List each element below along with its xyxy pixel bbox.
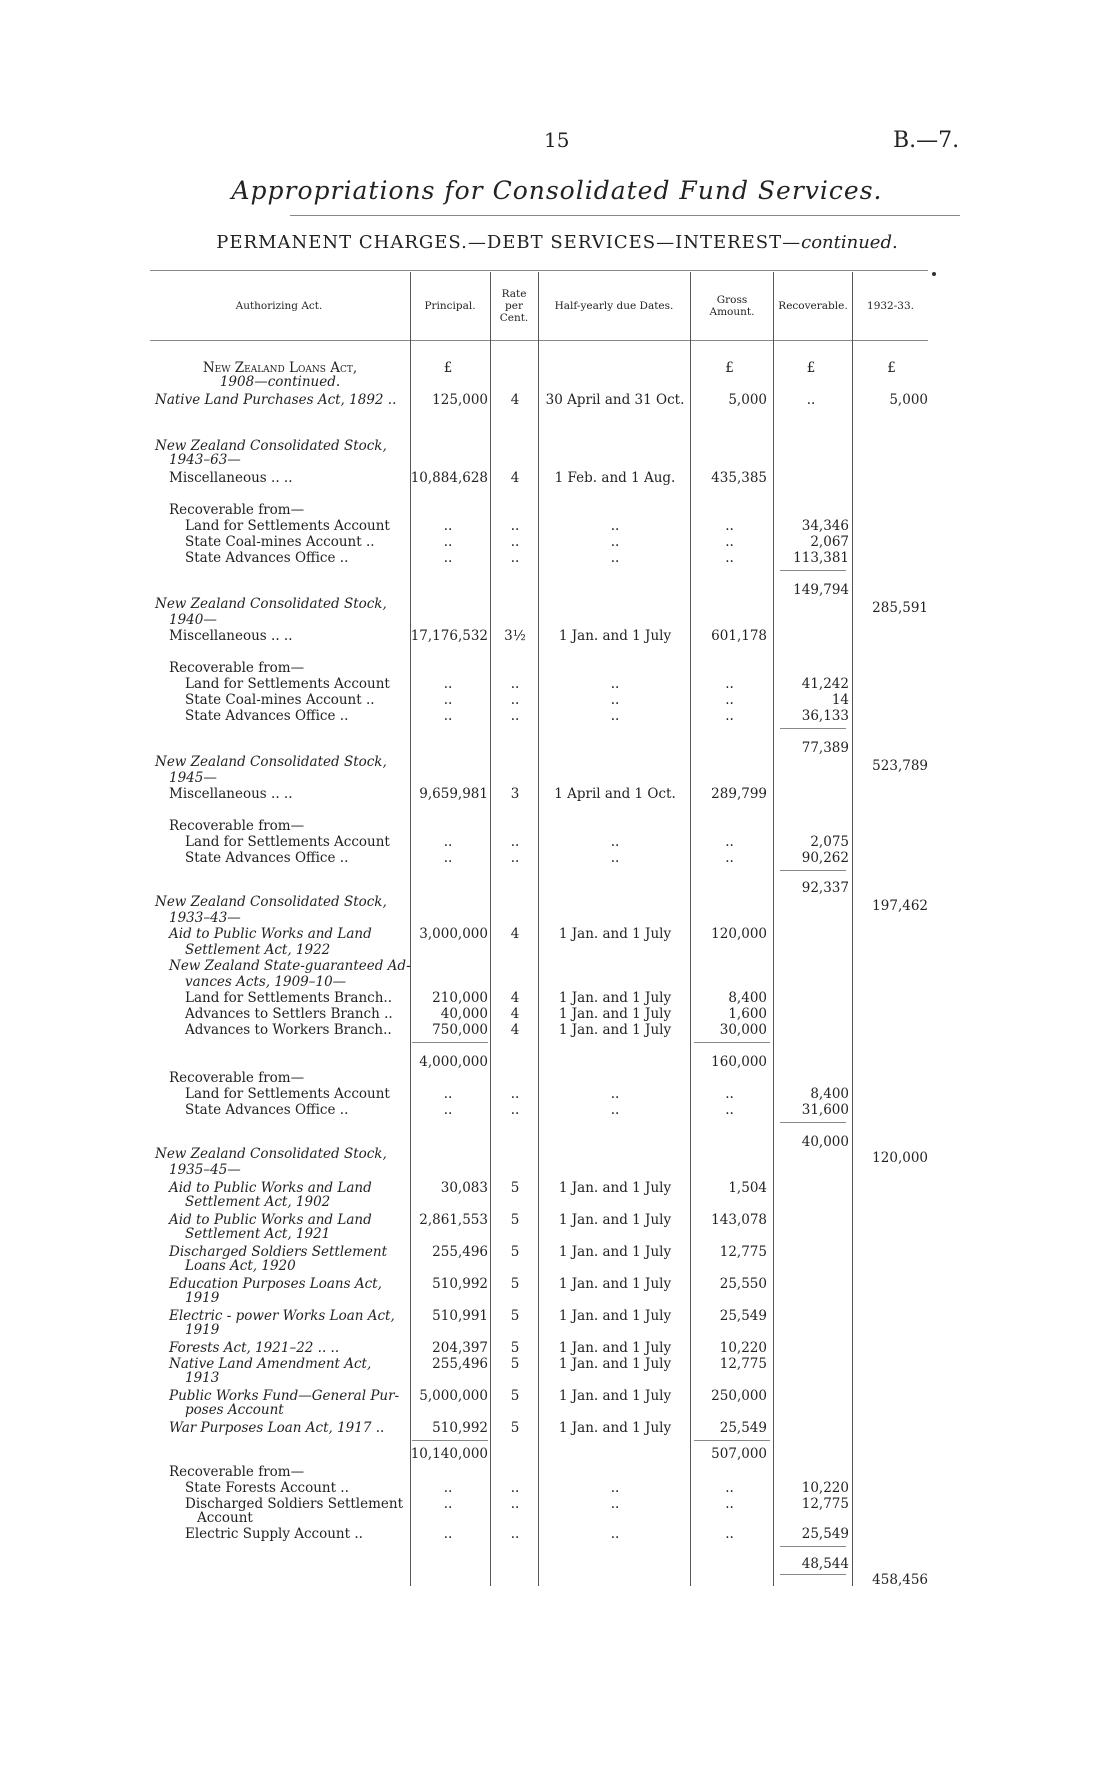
- act-heading-cont: 1908—continued.: [219, 374, 341, 390]
- rate-value: 5: [510, 1420, 520, 1436]
- subtotal-rule: [412, 1042, 488, 1043]
- col-rule-5: [773, 272, 774, 1586]
- dots: ..: [725, 550, 734, 566]
- dots: ..: [725, 1480, 734, 1496]
- dots: ..: [725, 1102, 734, 1118]
- principal-value: 5,000,000: [419, 1388, 488, 1404]
- dates-value: 1 Feb. and 1 Aug.: [554, 470, 676, 486]
- act-item: Aid to Public Works and Land: [169, 926, 372, 942]
- year-value: 523,789: [872, 758, 928, 774]
- recoverable-item: Land for Settlements Account: [185, 676, 390, 692]
- header-authorizing-act: Authorizing Act.: [235, 300, 323, 312]
- recoverable-total: 92,337: [801, 880, 849, 896]
- gross-total: 160,000: [711, 1054, 767, 1070]
- subtotal-rule: [780, 1546, 846, 1547]
- dates-value: 1 Jan. and 1 July: [558, 628, 672, 644]
- principal-value: 255,496: [432, 1356, 488, 1372]
- gross-value: 5,000: [728, 392, 767, 408]
- rate-value: 3: [510, 786, 520, 802]
- recoverable-from-label: Recoverable from—: [169, 1464, 305, 1480]
- year-value: 120,000: [872, 1150, 928, 1166]
- dots: ..: [443, 676, 453, 692]
- recoverable-item: State Forests Account ..: [185, 1480, 349, 1496]
- rate-value: 4: [510, 990, 520, 1006]
- dots: ..: [510, 1496, 520, 1512]
- currency-year: £: [887, 360, 896, 376]
- dots: ..: [725, 834, 734, 850]
- gross-value: 8,400: [728, 990, 767, 1006]
- subtotal-rule: [694, 1440, 770, 1441]
- dots: ..: [610, 834, 620, 850]
- year-value: 285,591: [872, 600, 928, 616]
- gross-value: 435,385: [711, 470, 767, 486]
- dots: ..: [510, 834, 520, 850]
- recoverable-total: 40,000: [801, 1134, 849, 1150]
- act-item-cont: 1919: [185, 1322, 220, 1338]
- header-rate: Rate per Cent.: [499, 288, 529, 324]
- rate-value: 5: [510, 1340, 520, 1356]
- stock-heading-years: 1943–63—: [169, 452, 241, 468]
- rate-value: 5: [510, 1212, 520, 1228]
- rate-value: 4: [510, 926, 520, 942]
- gross-value: 1,600: [728, 1006, 767, 1022]
- dots: ..: [443, 834, 453, 850]
- principal-value: 204,397: [432, 1340, 488, 1356]
- dots: ..: [443, 518, 453, 534]
- dots: ..: [443, 1526, 453, 1542]
- dots: ..: [510, 676, 520, 692]
- act-item-cont: Settlement Act, 1902: [185, 1194, 331, 1210]
- header-principal: Principal.: [424, 300, 476, 312]
- col-rule-4: [690, 272, 691, 1586]
- dots: ..: [725, 692, 734, 708]
- year-value: 5,000: [889, 392, 928, 408]
- branch-item: Land for Settlements Branch..: [185, 990, 392, 1006]
- dots: ..: [510, 1526, 520, 1542]
- act-item: Aid to Public Works and Land: [169, 1180, 372, 1196]
- branch-item: Advances to Settlers Branch ..: [185, 1006, 393, 1022]
- recoverable-total: 149,794: [793, 582, 849, 598]
- recoverable-item: State Coal-mines Account ..: [185, 534, 375, 550]
- dots: ..: [610, 550, 620, 566]
- dots: ..: [443, 708, 453, 724]
- dots: ..: [443, 1496, 453, 1512]
- dots: ..: [510, 692, 520, 708]
- gross-value: 601,178: [711, 628, 767, 644]
- dots: ..: [725, 534, 734, 550]
- dots: ..: [510, 1102, 520, 1118]
- dots: ..: [610, 1480, 620, 1496]
- act-item-cont: poses Account: [185, 1402, 284, 1418]
- principal-value: 2,861,553: [419, 1212, 488, 1228]
- principal-value: 510,992: [432, 1420, 488, 1436]
- dots: ..: [443, 1086, 453, 1102]
- act-item: New Zealand State-guaranteed Ad-: [169, 958, 411, 974]
- act-item-cont: Loans Act, 1920: [185, 1258, 296, 1274]
- stock-heading: New Zealand Consolidated Stock,: [155, 438, 387, 454]
- gross-value: 25,549: [719, 1308, 767, 1324]
- stock-heading-years: 1940—: [169, 612, 217, 628]
- table-top-rule: [150, 270, 928, 271]
- dots: ..: [443, 534, 453, 550]
- act-item: War Purposes Loan Act, 1917 ..: [169, 1420, 385, 1436]
- dates-value: 1 Jan. and 1 July: [558, 1022, 672, 1038]
- act-item: Aid to Public Works and Land: [169, 1212, 372, 1228]
- act-item-cont: Settlement Act, 1921: [185, 1226, 331, 1242]
- document-reference: B.—7.: [893, 128, 960, 153]
- gross-value: 25,550: [719, 1276, 767, 1292]
- dots: ..: [610, 850, 620, 866]
- recoverable-from-label: Recoverable from—: [169, 1070, 305, 1086]
- branch-item: Advances to Workers Branch..: [185, 1022, 392, 1038]
- dots: ..: [725, 1526, 734, 1542]
- principal-value: 9,659,981: [419, 786, 488, 802]
- dots: ..: [725, 850, 734, 866]
- stock-heading: New Zealand Consolidated Stock,: [155, 596, 387, 612]
- gross-total: 507,000: [711, 1446, 767, 1462]
- act-item: Native Land Amendment Act,: [169, 1356, 372, 1372]
- currency-recoverable: £: [806, 360, 816, 376]
- recoverable-value: 36,133: [801, 708, 849, 724]
- recoverable-item: State Advances Office ..: [185, 550, 349, 566]
- gross-value: 30,000: [719, 1022, 767, 1038]
- currency-principal: £: [443, 360, 453, 376]
- year-value: 197,462: [872, 898, 928, 914]
- dots: ..: [510, 850, 520, 866]
- dots: ..: [443, 550, 453, 566]
- recoverable-value: 10,220: [801, 1480, 849, 1496]
- dots: ..: [725, 1086, 734, 1102]
- dots: ..: [510, 708, 520, 724]
- dots: ..: [443, 1102, 453, 1118]
- gross-value: 10,220: [719, 1340, 767, 1356]
- miscellaneous-label: Miscellaneous .. ..: [169, 786, 293, 802]
- rate-value: 4: [510, 1022, 520, 1038]
- principal-value: 40,000: [440, 1006, 488, 1022]
- stock-heading-years: 1945—: [169, 770, 217, 786]
- gross-value: 143,078: [711, 1212, 767, 1228]
- gross-value: 12,775: [719, 1244, 767, 1260]
- principal-value: 210,000: [432, 990, 488, 1006]
- dates-value: 1 Jan. and 1 July: [558, 1006, 672, 1022]
- subtotal-rule: [780, 728, 846, 729]
- recoverable-item: State Coal-mines Account ..: [185, 692, 375, 708]
- margin-mark: [932, 272, 936, 276]
- dots: ..: [443, 850, 453, 866]
- dots: ..: [725, 518, 734, 534]
- stock-heading-years: 1935–45—: [169, 1162, 241, 1178]
- dates-value: 30 April and 31 Oct.: [545, 392, 685, 408]
- act-item-cont: 1913: [185, 1370, 220, 1386]
- recoverable-item: State Advances Office ..: [185, 850, 349, 866]
- recoverable-item: Land for Settlements Account: [185, 1086, 390, 1102]
- subtotal-rule: [780, 1574, 846, 1575]
- rate-value: 5: [510, 1356, 520, 1372]
- principal-value: 510,992: [432, 1276, 488, 1292]
- recoverable-value: 113,381: [793, 550, 849, 566]
- dots: ..: [510, 518, 520, 534]
- subtotal-rule: [780, 870, 846, 871]
- recoverable-item: State Advances Office ..: [185, 708, 349, 724]
- dots: ..: [610, 1526, 620, 1542]
- recoverable-value: 2,075: [810, 834, 849, 850]
- col-rule-6: [852, 272, 853, 1586]
- dots: ..: [443, 692, 453, 708]
- principal-value: 750,000: [432, 1022, 488, 1038]
- header-gross: Gross Amount.: [709, 294, 755, 318]
- dots: ..: [610, 676, 620, 692]
- rate-value: 5: [510, 1308, 520, 1324]
- gross-value: 12,775: [719, 1356, 767, 1372]
- dates-value: 1 Jan. and 1 July: [558, 1180, 672, 1196]
- recoverable-item: Land for Settlements Account: [185, 518, 390, 534]
- stock-heading: New Zealand Consolidated Stock,: [155, 754, 387, 770]
- title-rule: [290, 215, 960, 216]
- dots: ..: [610, 534, 620, 550]
- act-item: Discharged Soldiers Settlement: [169, 1244, 388, 1260]
- recoverable-item: State Advances Office ..: [185, 1102, 349, 1118]
- dots: ..: [610, 518, 620, 534]
- dates-value: 1 Jan. and 1 July: [558, 1356, 672, 1372]
- dots: ..: [443, 1480, 453, 1496]
- recoverable-total: 77,389: [801, 740, 849, 756]
- rate-value: 5: [510, 1388, 520, 1404]
- subtotal-rule: [780, 570, 846, 571]
- rate-value: 5: [510, 1244, 520, 1260]
- recoverable-value: 41,242: [801, 676, 849, 692]
- page-number: 15: [544, 128, 570, 152]
- rate-value: 3½: [504, 628, 526, 644]
- recoverable-from-label: Recoverable from—: [169, 660, 305, 676]
- principal-value: 125,000: [432, 392, 488, 408]
- recoverable-item: Land for Settlements Account: [185, 834, 390, 850]
- dates-value: 1 Jan. and 1 July: [558, 1308, 672, 1324]
- act-item-cont: 1919: [185, 1290, 220, 1306]
- dots: ..: [610, 1086, 620, 1102]
- page-title: Appropriations for Consolidated Fund Services.: [231, 176, 883, 205]
- act-item-cont: vances Acts, 1909–10—: [185, 974, 347, 990]
- subtotal-rule: [780, 1122, 846, 1123]
- principal-value: 30,083: [440, 1180, 488, 1196]
- subtotal-rule: [412, 1440, 488, 1441]
- recoverable-value: 34,346: [801, 518, 849, 534]
- act-item: Public Works Fund—General Pur-: [169, 1388, 400, 1404]
- currency-gross: £: [725, 360, 734, 376]
- dots: ..: [610, 1102, 620, 1118]
- recoverable-item: Discharged Soldiers Settlement: [185, 1496, 404, 1512]
- act-item: Native Land Purchases Act, 1892 ..: [155, 392, 397, 408]
- recoverable-item: Electric Supply Account ..: [185, 1526, 363, 1542]
- header-bottom-rule: [150, 340, 928, 341]
- rate-value: 4: [510, 1006, 520, 1022]
- dots: ..: [725, 1496, 734, 1512]
- dates-value: 1 Jan. and 1 July: [558, 1340, 672, 1356]
- principal-total: 4,000,000: [419, 1054, 488, 1070]
- stock-heading-years: 1933–43—: [169, 910, 241, 926]
- dots: ..: [610, 692, 620, 708]
- recoverable-value: 25,549: [801, 1526, 849, 1542]
- stock-heading: New Zealand Consolidated Stock,: [155, 894, 387, 910]
- act-item-cont: Settlement Act, 1922: [185, 942, 331, 958]
- dots: ..: [610, 708, 620, 724]
- principal-value: 10,884,628: [410, 470, 488, 486]
- recoverable-value: 14: [831, 692, 849, 708]
- dots: ..: [510, 1480, 520, 1496]
- principal-value: 510,991: [432, 1308, 488, 1324]
- act-item: Forests Act, 1921–22 .. ..: [169, 1340, 340, 1356]
- header-recoverable: Recoverable.: [778, 300, 848, 312]
- rate-value: 4: [510, 392, 520, 408]
- dots: ..: [510, 550, 520, 566]
- subtotal-rule: [694, 1042, 770, 1043]
- stock-heading: New Zealand Consolidated Stock,: [155, 1146, 387, 1162]
- dates-value: 1 April and 1 Oct.: [554, 786, 676, 802]
- principal-total: 10,140,000: [410, 1446, 488, 1462]
- header-year: 1932-33.: [867, 300, 914, 312]
- gross-value: 120,000: [711, 926, 767, 942]
- recoverable-value: 31,600: [801, 1102, 849, 1118]
- dates-value: 1 Jan. and 1 July: [558, 1212, 672, 1228]
- recoverable-total: 48,544: [801, 1556, 849, 1572]
- dates-value: 1 Jan. and 1 July: [558, 1388, 672, 1404]
- act-heading: New Zealand Loans Act,: [202, 360, 358, 376]
- section-subtitle: PERMANENT CHARGES.—DEBT SERVICES—INTEREST—continued.: [216, 232, 898, 253]
- act-item: Electric - power Works Loan Act,: [169, 1308, 395, 1324]
- recoverable-value: 2,067: [810, 534, 849, 550]
- year-value: 458,456: [872, 1572, 928, 1588]
- header-dates: Half-yearly due Dates.: [554, 300, 674, 312]
- dots: ..: [610, 1496, 620, 1512]
- rate-value: 4: [510, 470, 520, 486]
- dates-value: 1 Jan. and 1 July: [558, 926, 672, 942]
- recoverable-value: ..: [806, 392, 816, 408]
- dates-value: 1 Jan. and 1 July: [558, 1276, 672, 1292]
- recoverable-value: 90,262: [801, 850, 849, 866]
- miscellaneous-label: Miscellaneous .. ..: [169, 628, 293, 644]
- dates-value: 1 Jan. and 1 July: [558, 1420, 672, 1436]
- principal-value: 255,496: [432, 1244, 488, 1260]
- dots: ..: [510, 1086, 520, 1102]
- recoverable-item-cont: Account: [197, 1510, 253, 1526]
- recoverable-from-label: Recoverable from—: [169, 818, 305, 834]
- dates-value: 1 Jan. and 1 July: [558, 1244, 672, 1260]
- gross-value: 250,000: [711, 1388, 767, 1404]
- act-item: Education Purposes Loans Act,: [169, 1276, 382, 1292]
- dots: ..: [725, 708, 734, 724]
- recoverable-value: 12,775: [801, 1496, 849, 1512]
- dots: ..: [510, 534, 520, 550]
- gross-value: 25,549: [719, 1420, 767, 1436]
- recoverable-value: 8,400: [810, 1086, 849, 1102]
- rate-value: 5: [510, 1180, 520, 1196]
- rate-value: 5: [510, 1276, 520, 1292]
- principal-value: 3,000,000: [419, 926, 488, 942]
- miscellaneous-label: Miscellaneous .. ..: [169, 470, 293, 486]
- dates-value: 1 Jan. and 1 July: [558, 990, 672, 1006]
- dots: ..: [725, 676, 734, 692]
- recoverable-from-label: Recoverable from—: [169, 502, 305, 518]
- gross-value: 289,799: [711, 786, 767, 802]
- gross-value: 1,504: [728, 1180, 767, 1196]
- principal-value: 17,176,532: [410, 628, 488, 644]
